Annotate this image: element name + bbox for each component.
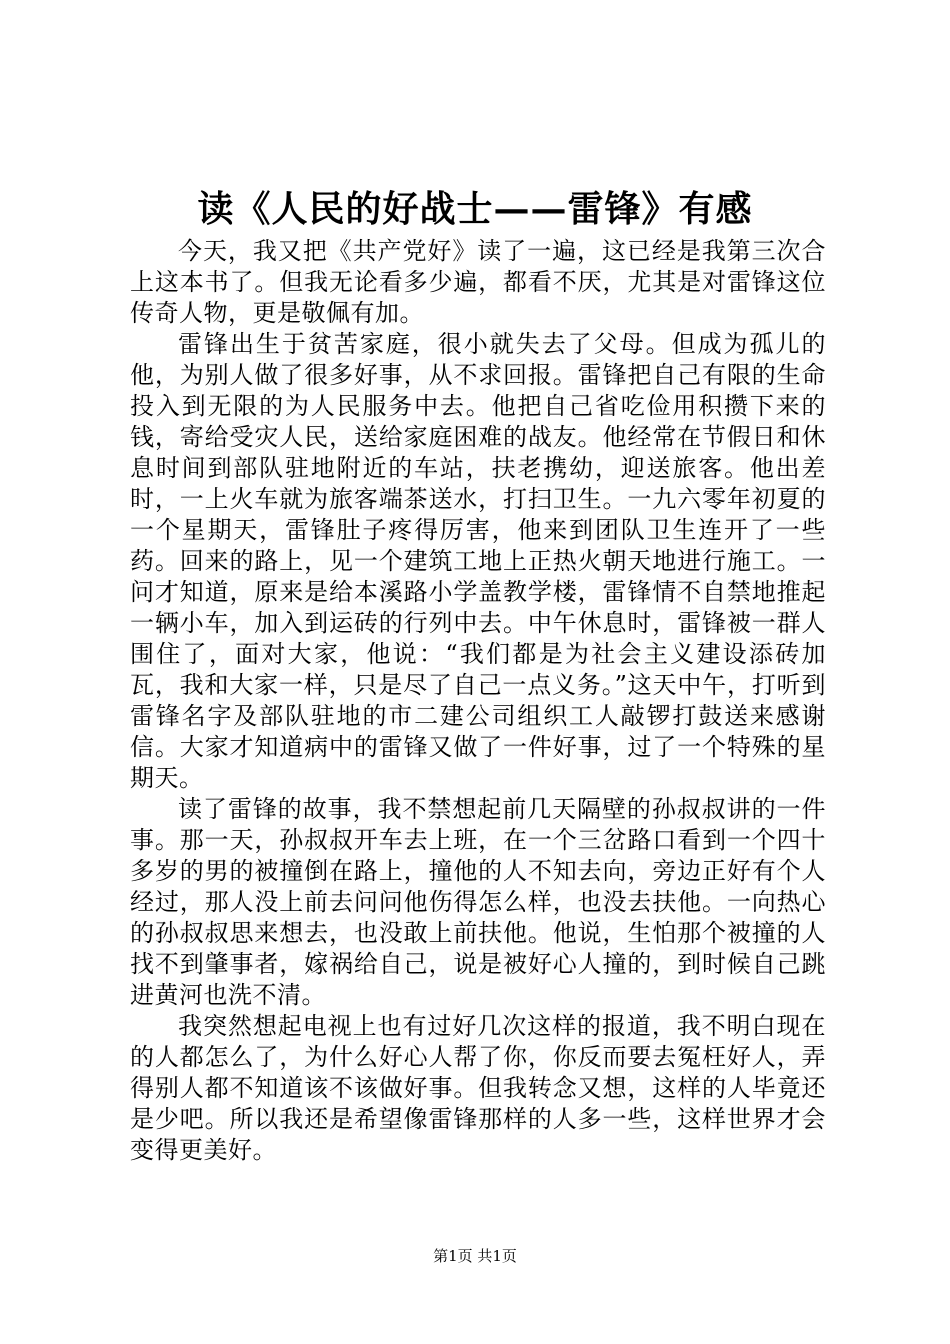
paragraph-3: 读了雷锋的故事，我不禁想起前几天隔壁的孙叔叔讲的一件事。那一天，孙叔叔开车去上班，在一个三岔路口看到一个四十多岁的男的被撞倒在路上，撞他的人不知去向，旁边正好有个人经过，那人没上前去问问他伤得怎么样，也没去扶他。一向热心的孙叔叔思来想去，也没敢上前扶他。他说，生怕那个被撞的人找不到肇事者，嫁祸给自己，说是被好心人撞的，到时候自己跳进黄河也洗不清。 <box>130 795 826 1009</box>
page-number: 第1页 <box>433 1247 473 1265</box>
page-footer <box>0 1245 950 1267</box>
paragraph-4: 我突然想起电视上也有过好几次这样的报道，我不明白现在的人都怎么了，为什么好心人帮了你，你反而要去冤枉好人，弄得别人都不知道该不该做好事。但我转念又想，这样的人毕竟还是少吧。所以我还是希望像雷锋那样的人多一些，这样世界才会变得更美好。 <box>130 1012 826 1164</box>
page-total: 共1页 <box>477 1247 517 1265</box>
paragraph-2: 雷锋出生于贫苦家庭，很小就失去了父母。但成为孤儿的他，为别人做了很多好事，从不求回报。雷锋把自己有限的生命投入到无限的为人民服务中去。他把自己省吃俭用积攒下来的钱，寄给受灾人民，送给家庭困难的战友。他经常在节假日和休息时间到部队驻地附近的车站，扶老携幼，迎送旅客。他出差时，一上火车就为旅客端茶送水，打扫卫生。一九六零年初夏的一个星期天，雷锋肚子疼得厉害，他来到团队卫生连开了一些药。回来的路上，见一个建筑工地上正热火朝天地进行施工。一问才知道，原来是给本溪路小学盖教学楼，雷锋情不自禁地推起一辆小车，加入到运砖的行列中去。中午休息时，雷锋被一群人围住了，面对大家，他说：“我们都是为社会主义建设添砖加瓦，我和大家一样，只是尽了自己一点义务。”这天中午，打听到雷锋名字及部队驻地的市二建公司组织工人敲锣打鼓送来感谢信。大家才知道病中的雷锋又做了一件好事，过了一个特殊的星期天。 <box>130 330 826 792</box>
document-title: 读《人民的好战士——雷锋》有感 <box>197 188 753 230</box>
document-body <box>130 236 826 1166</box>
paragraph-1: 今天，我又把《共产党好》读了一遍，这已经是我第三次合上这本书了。但我无论看多少遍，都看不厌，尤其是对雷锋这位传奇人物，更是敬佩有加。 <box>130 237 826 327</box>
